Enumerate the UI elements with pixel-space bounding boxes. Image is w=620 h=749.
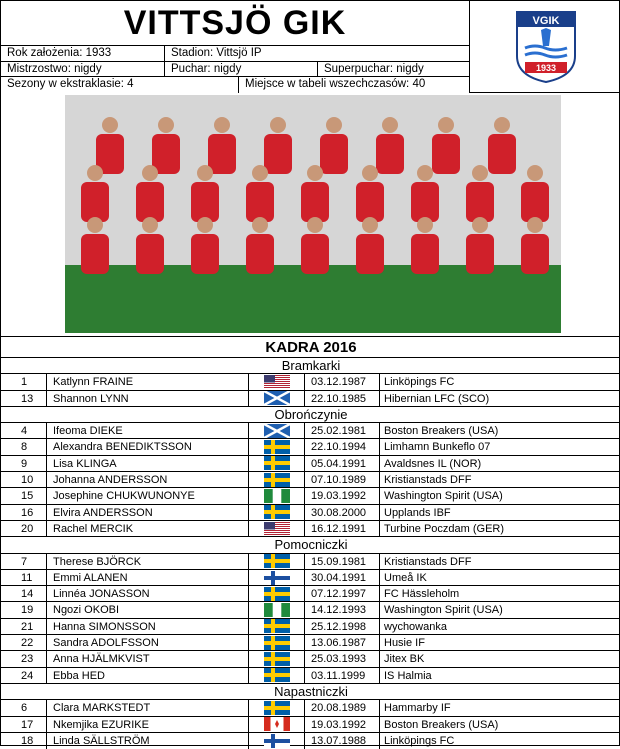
player-name: Emmi ALANEN <box>47 570 249 585</box>
player-number: 8 <box>1 439 47 454</box>
table-row <box>1 668 620 684</box>
flag-se-icon <box>264 587 290 601</box>
flag-se-icon <box>264 554 290 568</box>
player-name: Ifeoma DIEKE <box>47 423 249 438</box>
player-flag <box>249 586 305 601</box>
player-previous-club: Boston Breakers (USA) <box>384 425 499 438</box>
player-dob: 16.12.1991 <box>305 521 380 536</box>
player-flag <box>249 505 305 520</box>
table-row <box>1 488 620 504</box>
championship-cell: Mistrzostwo: nigdy <box>1 62 165 77</box>
player-flag <box>249 717 305 732</box>
player-dob: 03.12.1987 <box>305 374 380 389</box>
flag-se-icon <box>264 652 290 666</box>
player-number: 11 <box>1 570 47 585</box>
player-dob: 22.10.1985 <box>305 391 380 406</box>
section-header: Pomocniczki <box>1 537 620 553</box>
player-name: Nkemjika EZURIKE <box>47 717 249 732</box>
player-previous-club: Linköpings FC <box>384 734 455 747</box>
player-name: Lisa KLINGA <box>47 456 249 471</box>
table-row <box>1 570 620 586</box>
flag-se-icon <box>264 440 290 454</box>
section-header: Obrończynie <box>1 407 620 423</box>
table-row <box>1 619 620 635</box>
player-name: Linda SÄLLSTRÖM <box>47 733 249 749</box>
flag-ca-icon <box>264 717 290 731</box>
player-previous-club: FC Hässleholm <box>384 588 460 601</box>
player-number: 7 <box>1 554 47 569</box>
player-number: 15 <box>1 488 47 503</box>
player-flag <box>249 554 305 569</box>
player-dob: 07.12.1997 <box>305 586 380 601</box>
player-previous-club: Umeå IK <box>384 571 427 584</box>
player-name: Clara MARKSTEDT <box>47 700 249 715</box>
player-previous-club: wychowanka <box>384 620 447 633</box>
section-header: Bramkarki <box>1 358 620 374</box>
player-name: Linnéa JONASSON <box>47 586 249 601</box>
player-flag <box>249 570 305 585</box>
header-block <box>1 1 469 93</box>
team-photo-area <box>1 93 620 337</box>
table-row <box>1 651 620 667</box>
player-previous-club: Upplands IBF <box>384 506 451 519</box>
player-previous-club: Washington Spirit (USA) <box>384 490 503 503</box>
player-previous-club: Kristianstads DFF <box>384 474 472 487</box>
player-dob: 05.04.1991 <box>305 456 380 471</box>
flag-ng-icon <box>264 603 290 617</box>
player-flag <box>249 391 305 406</box>
player-dob: 25.03.1993 <box>305 651 380 666</box>
table-row <box>1 439 620 455</box>
player-previous-club: Hibernian LFC (SCO) <box>384 392 490 405</box>
table-row <box>1 391 620 407</box>
section-header: Napastniczki <box>1 684 620 700</box>
player-number: 18 <box>1 733 47 749</box>
table-row <box>1 472 620 488</box>
player-previous-club: Hammarby IF <box>384 702 451 715</box>
player-number: 6 <box>1 700 47 715</box>
player-flag <box>249 439 305 454</box>
info-row-3 <box>1 77 469 93</box>
player-dob: 03.11.1999 <box>305 668 380 683</box>
player-name: Sandra ADOLFSSON <box>47 635 249 650</box>
player-name: Katlynn FRAINE <box>47 374 249 389</box>
info-row-1 <box>1 46 469 62</box>
table-row <box>1 423 620 439</box>
player-previous-club: Avaldsnes IL (NOR) <box>384 457 482 470</box>
logo-year: 1933 <box>535 62 556 73</box>
table-row <box>1 602 620 618</box>
player-name: Elvira ANDERSSON <box>47 505 249 520</box>
player-flag <box>249 733 305 749</box>
player-dob: 19.03.1992 <box>305 488 380 503</box>
player-flag <box>249 472 305 487</box>
player-dob: 30.04.1991 <box>305 570 380 585</box>
alltime-cell: Miejsce w tabeli wszechczasów: 40 <box>245 78 426 90</box>
player-flag <box>249 488 305 503</box>
player-flag <box>249 619 305 634</box>
player-flag <box>249 602 305 617</box>
flag-se-icon <box>264 473 290 487</box>
player-number: 16 <box>1 505 47 520</box>
player-flag <box>249 651 305 666</box>
table-row <box>1 456 620 472</box>
founded-cell: Rok założenia: 1933 <box>1 46 165 61</box>
table-row <box>1 635 620 651</box>
player-dob: 20.08.1989 <box>305 700 380 715</box>
table-row <box>1 521 620 537</box>
flag-us-icon <box>264 375 290 389</box>
player-name: Ngozi OKOBI <box>47 602 249 617</box>
player-number: 21 <box>1 619 47 634</box>
table-row <box>1 700 620 716</box>
flag-se-icon <box>264 636 290 650</box>
table-row <box>1 733 620 749</box>
player-number: 22 <box>1 635 47 650</box>
player-dob: 19.03.1992 <box>305 717 380 732</box>
player-number: 19 <box>1 602 47 617</box>
player-name: Alexandra BENEDIKTSSON <box>47 439 249 454</box>
flag-sco-icon <box>264 424 290 438</box>
cup-cell: Puchar: nigdy <box>165 62 318 77</box>
supercup-cell: Superpuchar: nigdy <box>324 62 424 75</box>
flag-se-icon <box>264 619 290 633</box>
player-flag <box>249 700 305 715</box>
team-photo <box>65 95 561 333</box>
player-number: 24 <box>1 668 47 683</box>
player-flag <box>249 423 305 438</box>
table-row <box>1 717 620 733</box>
player-name: Therese BJÖRCK <box>47 554 249 569</box>
player-flag <box>249 635 305 650</box>
table-row <box>1 505 620 521</box>
player-number: 1 <box>1 374 47 389</box>
player-previous-club: Washington Spirit (USA) <box>384 604 503 617</box>
player-dob: 13.06.1987 <box>305 635 380 650</box>
flag-se-icon <box>264 701 290 715</box>
flag-se-icon <box>264 456 290 470</box>
player-flag <box>249 456 305 471</box>
player-number: 23 <box>1 651 47 666</box>
table-row <box>1 586 620 602</box>
flag-us-icon <box>264 522 290 536</box>
player-number: 20 <box>1 521 47 536</box>
player-dob: 30.08.2000 <box>305 505 380 520</box>
info-row-2 <box>1 62 469 78</box>
player-previous-club: Jitex BK <box>384 653 425 666</box>
flag-se-icon <box>264 505 290 519</box>
player-dob: 22.10.1994 <box>305 439 380 454</box>
player-dob: 14.12.1993 <box>305 602 380 617</box>
player-dob: 25.02.1981 <box>305 423 380 438</box>
logo-cell <box>469 1 620 93</box>
player-previous-club: Boston Breakers (USA) <box>384 718 499 731</box>
seasons-cell: Sezony w ekstraklasie: 4 <box>1 77 239 93</box>
player-dob: 07.10.1989 <box>305 472 380 487</box>
player-dob: 15.09.1981 <box>305 554 380 569</box>
stadium-cell: Stadion: Vittsjö IP <box>171 47 262 59</box>
player-number: 17 <box>1 717 47 732</box>
player-name: Ebba HED <box>47 668 249 683</box>
player-name: Rachel MERCIK <box>47 521 249 536</box>
player-previous-club: IS Halmia <box>384 669 432 682</box>
player-name: Hanna SIMONSSON <box>47 619 249 634</box>
player-number: 10 <box>1 472 47 487</box>
player-flag <box>249 374 305 389</box>
player-dob: 13.07.1988 <box>305 733 380 749</box>
flag-ng-icon <box>264 489 290 503</box>
flag-sco-icon <box>264 391 290 405</box>
player-flag <box>249 668 305 683</box>
table-row <box>1 374 620 390</box>
squad-title: KADRA 2016 <box>1 338 620 358</box>
logo-text: VGIK <box>532 14 559 27</box>
team-title: VITTSJÖ GIK <box>1 1 469 46</box>
player-previous-club: Kristianstads DFF <box>384 555 472 568</box>
player-name: Johanna ANDERSSON <box>47 472 249 487</box>
player-previous-club: Linköpings FC <box>384 376 455 389</box>
player-previous-club: Turbine Poczdam (GER) <box>384 522 505 535</box>
player-number: 13 <box>1 391 47 406</box>
flag-se-icon <box>264 668 290 682</box>
club-crest-icon <box>515 10 577 84</box>
player-name: Shannon LYNN <box>47 391 249 406</box>
player-previous-club: Husie IF <box>384 637 425 650</box>
player-dob: 25.12.1998 <box>305 619 380 634</box>
player-previous-club: Limhamn Bunkeflo 07 <box>384 441 491 454</box>
player-number: 9 <box>1 456 47 471</box>
player-flag <box>249 521 305 536</box>
squad-table <box>1 358 620 749</box>
player-name: Anna HJÄLMKVIST <box>47 651 249 666</box>
player-number: 14 <box>1 586 47 601</box>
flag-fi-icon <box>264 571 290 585</box>
player-number: 4 <box>1 423 47 438</box>
table-row <box>1 554 620 570</box>
player-name: Josephine CHUKWUNONYE <box>47 488 249 503</box>
